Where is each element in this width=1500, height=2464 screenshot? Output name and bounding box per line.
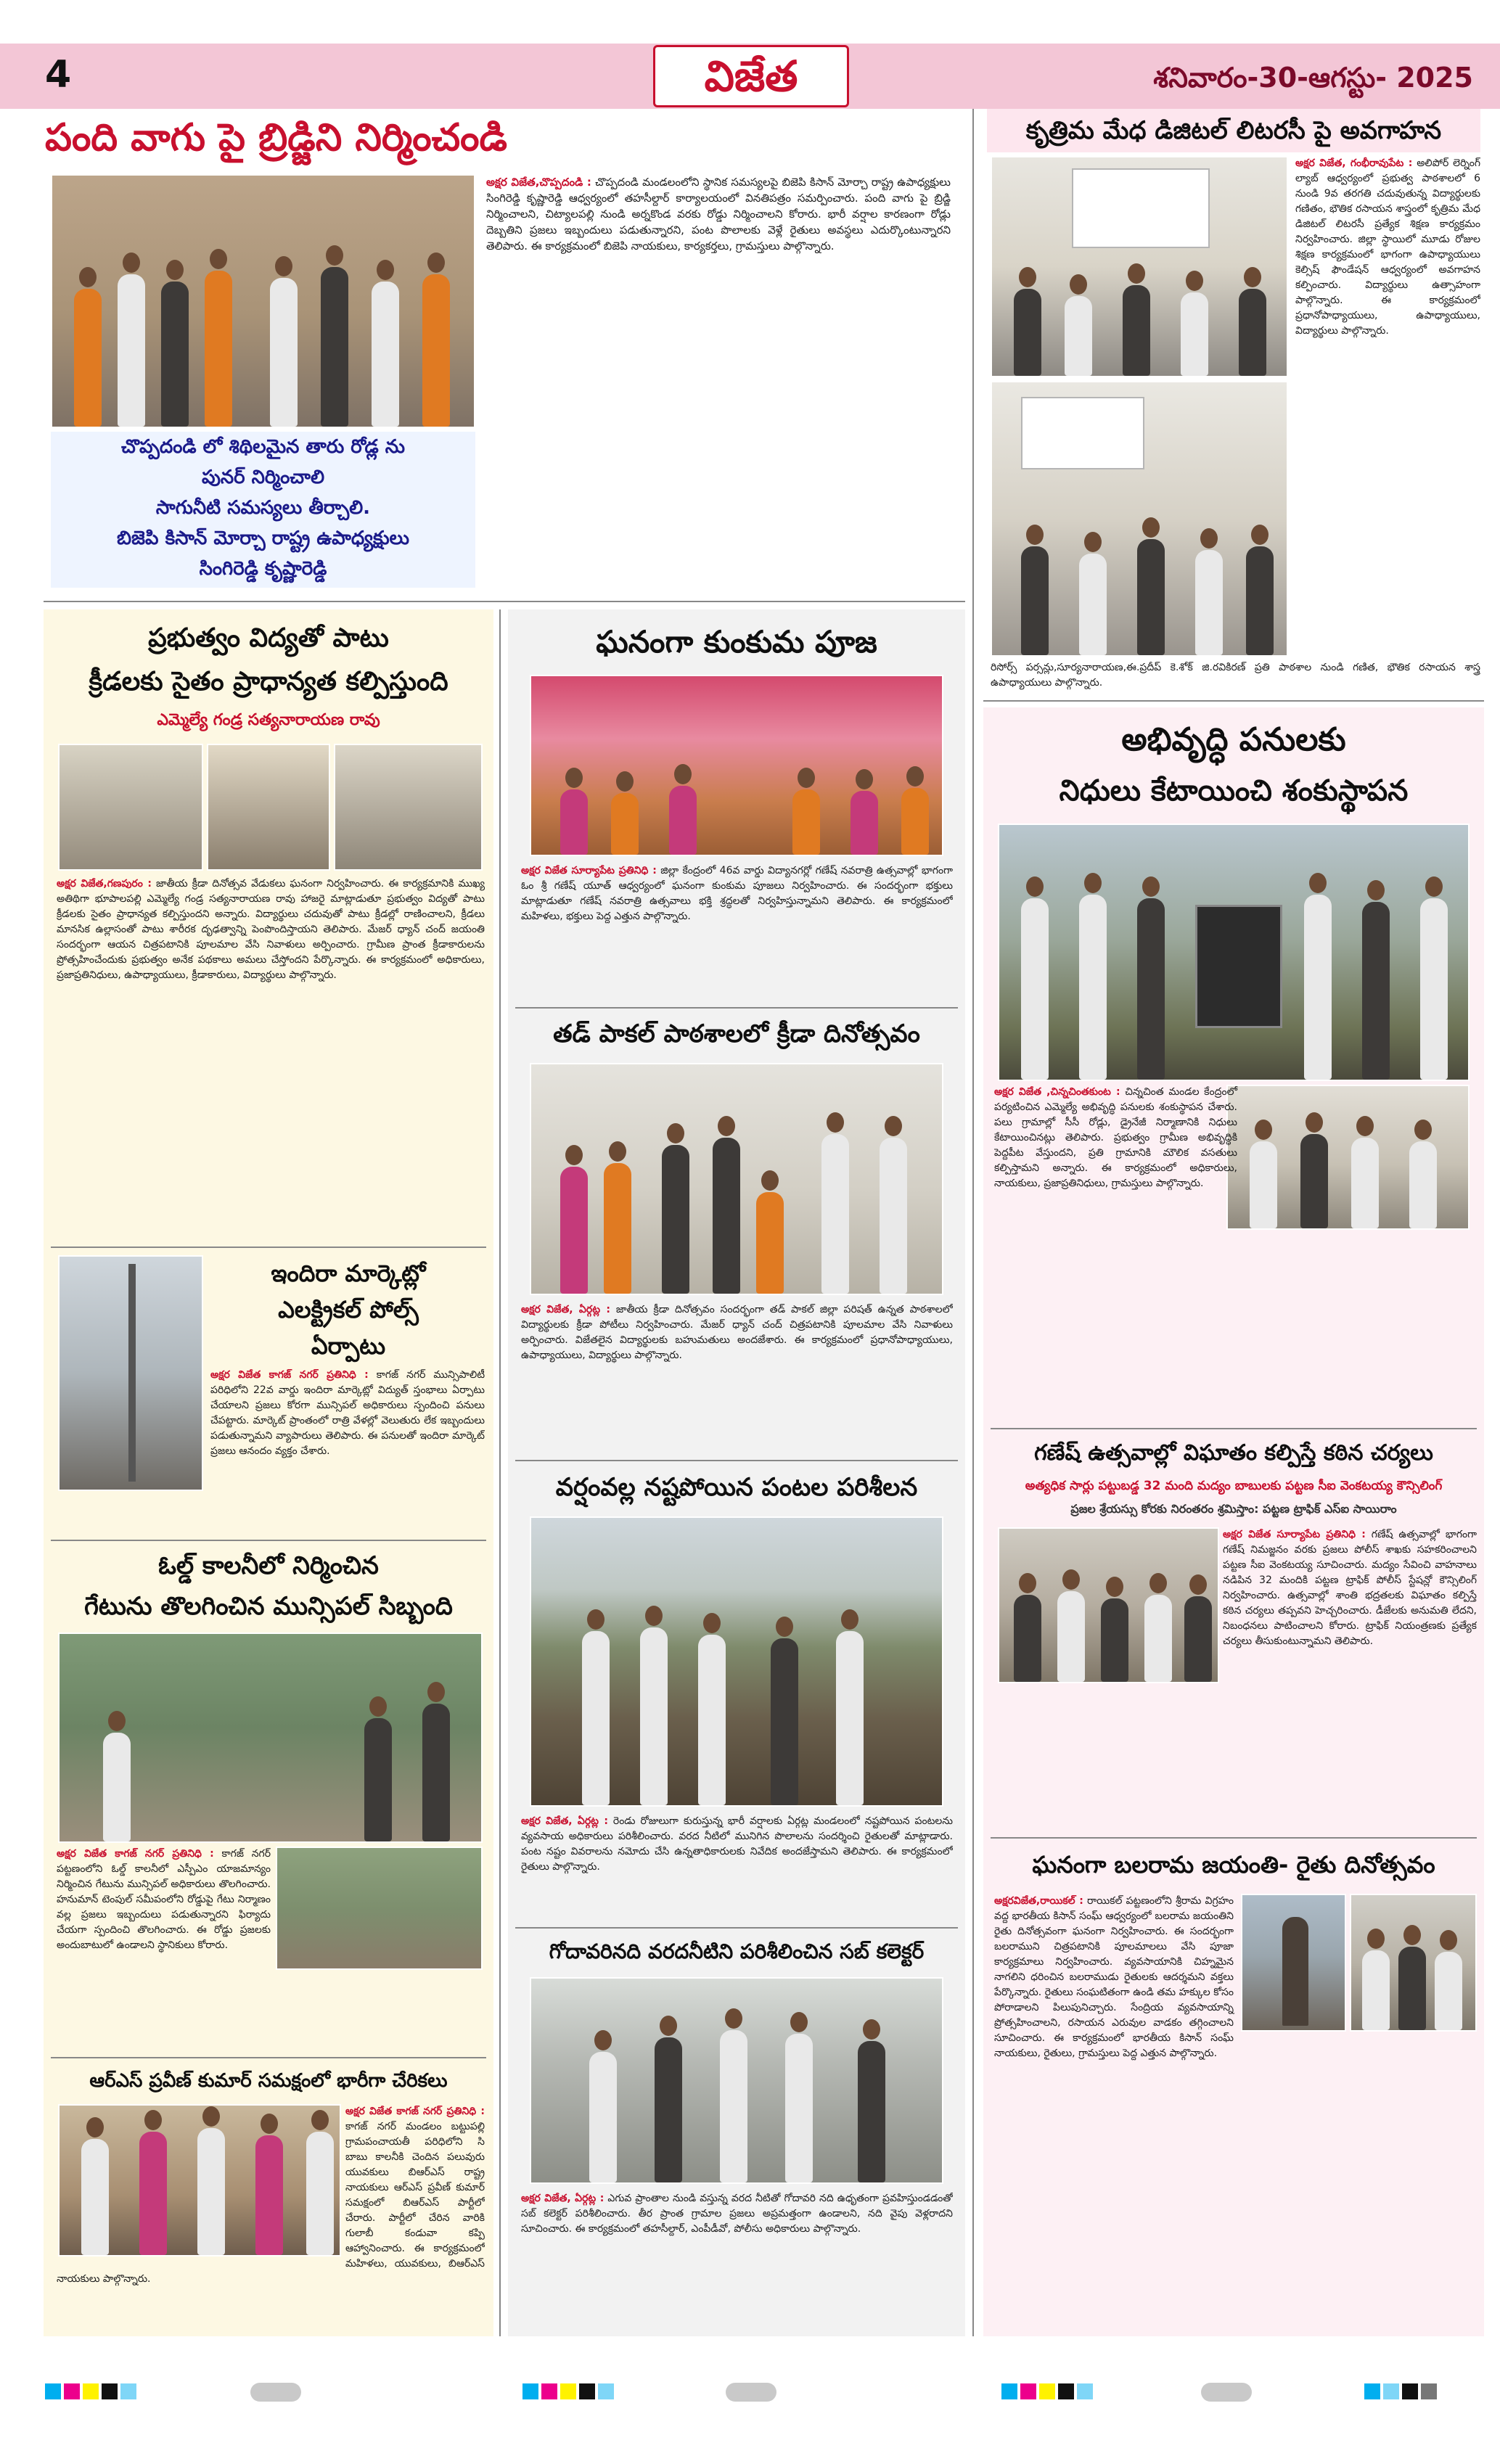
section-divider [44, 601, 965, 602]
story5-body-text: కాగజ్ నగర్ పట్టణంలోని ఓల్డ్ కాలనీలో ఎస్పీఎం యాజమాన్యం నిర్మించిన గేటును మున్సిపల్ అధికారులు తొలగించారు. హనుమాన్ టెంపుల్ సమీపంలోని రోడ్డుపై గేటు నిర్మాణం వల్ల ప్రజలు ఇబ్బందులు పడుతున్నారని ఫిర్యాదు చేయగా స్పందించి తొలగించారు. ఈ రోడ్డు ప్రజలకు అందుబాటులో ఉండాలని స్థానికులు కోరారు. [57, 1848, 271, 1951]
story6-dateline: అక్షర విజేత కాగజ్ నగర్ ప్రతినిధి : [345, 2106, 485, 2117]
story3-subhead: ఎమ్మెల్యే గండ్ర సత్యనారాయణ రావు [157, 711, 380, 729]
story1-person [118, 274, 145, 427]
story2-footer: రిసోర్స్ పర్సన్లు,సూర్యనారాయణ,ఈ.ప్రదీప్ కె.శోక్ జి.రవికిరణ్ ప్రతి పాఠశాల నుండి గణిత, భౌతిక రసాయన శాస్త్ర ఉపాధ్యాయులు పాల్గొన్నారు. [991, 662, 1480, 689]
story10-person [655, 2037, 682, 2182]
story1-body [486, 174, 951, 580]
header-date: శనివారం-30-ఆగస్టు- 2025 [1153, 62, 1473, 94]
section-divider [51, 1247, 486, 1248]
story3-dateline: అక్షర విజేత,గణపురం : [57, 878, 152, 890]
story1-photo [51, 174, 475, 428]
audience-person [1123, 285, 1150, 376]
story12-subhead2: ప్రజల శ్రేయస్సు కోరకు నిరంతరం శ్రమిస్తాం: పట్టణ ట్రాఫిక్ ఎస్ఐ సాయిరాం [1070, 1502, 1397, 1516]
story7-devotee [560, 789, 588, 855]
black-swatch [1058, 2383, 1074, 2399]
story6-body [57, 2104, 485, 2329]
story12-body [994, 1527, 1477, 1832]
story1-person [205, 271, 232, 427]
story9-person [698, 1635, 726, 1805]
story5-person [364, 1718, 392, 1841]
story10-dateline: అక్షర విజేత, ఏర్గట్ల : [521, 2193, 604, 2204]
story11-body [994, 1085, 1477, 1422]
registration-bar-mid [522, 2383, 631, 2399]
story7-devotee [792, 789, 820, 855]
column-divider [499, 609, 501, 2336]
story5-headline-line1: ఓల్డ్ కాలనీలో నిర్మించిన [158, 1551, 379, 1580]
story5-photo-top [58, 1633, 483, 1843]
story7-body [521, 863, 953, 1001]
story8-person [821, 1134, 849, 1294]
story3-headline-line1: ప్రభుత్వం విద్యతో పాటు [148, 623, 389, 653]
story7-body-text: జిల్లా కేంద్రంలో 46వ వార్డు విద్యానగర్లో గణేష్ నవరాత్రి ఉత్సవాల్లో భాగంగా ఓం శ్రీ గణేష్ యూత్ ఆధ్వర్యంలో ఘనంగా కుంకుమ పూజలు నిర్వహించారు. ఈ సందర్భంగా భక్తులు మాట్లాడుతూ గణేష్ నవరాత్రి ఉత్సవాలు భక్తి శ్రద్ధలతో నిర్వహిస్తున్నామని తెలిపారు. ఈ కార్యక్రమంలో మహిళలు, భక్తులు పెద్ద ఎత్తున పాల్గొన్నారు. [521, 865, 953, 922]
section-divider [515, 1927, 958, 1929]
registration-oval [1201, 2383, 1252, 2402]
black-swatch [102, 2383, 118, 2399]
electric-pole [128, 1264, 136, 1482]
story10-person [720, 2030, 747, 2182]
story1-person [422, 274, 450, 427]
projector-screen [1072, 168, 1210, 248]
story3-photo-2 [207, 744, 330, 871]
story3-photo-1 [58, 744, 203, 871]
story9-dateline: అక్షర విజేత, ఏర్గట్ల : [521, 1815, 608, 1827]
story13-body-text: రాయికల్ పట్టణంలోని శ్రీరామ విగ్రహం వద్ద భారతీయ కిసాన్ సంఘ్ ఆధ్వర్యంలో బలరామ జయంతిని రైతు దినోత్సవంగా ఘనంగా నిర్వహించారు. ఈ సందర్భంగా బలరాముని చిత్రపటానికి పూలమాలలు వేసి పూజా కార్యక్రమాలు నిర్వహించారు. వ్యవసాయానికి చిహ్నమైన నాగలిని ధరించిన బలరాముడు రైతులకు ఆదర్శమని వక్తలు పేర్కొన్నారు. రైతులు సంఘటితంగా ఉండి తమ హక్కుల కోసం పోరాడాలని పిలుపునిచ్చారు. సేంద్రియ వ్యవసాయాన్ని ప్రోత్సహించాలని, రసాయన ఎరువుల వాడకం తగ్గించాలని సూచించారు. ఈ కార్యక్రమంలో భారతీయ కిసాన్ సంఘ్ నాయకులు, రైతులు, గ్రామస్తులు పెద్ద ఎత్తున పాల్గొన్నారు. [994, 1895, 1234, 2059]
yellow-swatch [83, 2383, 99, 2399]
story9-headline: వర్షంవల్ల నష్టపోయిన పంటల పరిశీలన [555, 1473, 918, 1502]
section-divider [51, 1540, 486, 1541]
story8-person [713, 1138, 740, 1294]
story10-person [858, 2041, 885, 2182]
story12-subhead: అత్యధిక సార్లు పట్టుబడ్డ 32 మంది మద్యం బాబులకు పట్టణ సీఐ వెంకటయ్య కౌన్సిలింగ్ [1025, 1479, 1443, 1493]
section-divider [991, 1837, 1477, 1839]
story7-photo [530, 675, 943, 856]
story10-headline: గోదావరినది వరదనీటిని పరిశీలించిన సబ్ కలెక్టర్ [549, 1939, 925, 1963]
story8-person [604, 1163, 631, 1294]
story9-person [771, 1638, 798, 1805]
story2-photo-top [991, 156, 1288, 377]
story1-caption-line: పునర్ నిర్మించాలి [201, 467, 325, 488]
story9-photo [530, 1516, 943, 1807]
story11-person [1304, 895, 1332, 1080]
registration-bar-left [45, 2383, 154, 2399]
story2-photo-bottom [991, 381, 1288, 657]
story1-body-text: చొప్పదండి మండలంలోని స్థానిక సమస్యలపై బిజెపి కిసాన్ మోర్చా రాష్ట్ర ఉపాధ్యక్షులు సింగిరెడ్డి కృష్ణారెడ్డి ఆధ్వర్యంలో తహసీల్దార్ కార్యాలయంలో వినతిపత్రం సమర్పించారు. పంది వాగు పై బ్రిడ్జి నిర్మించాలని, చిట్యాలపల్లి నుండి అర్నకొండ వరకు రోడ్డు నిర్మించాలని కోరారు. భారీ వర్షాల కారణంగా రోడ్లు దెబ్బతిని ప్రజలు ఇబ్బందులు పడుతున్నారని, పంట పొలాలకు వెళ్లే రైతులు అవస్థలు ఎదుర్కొంటున్నారని తెలిపారు. ఈ కార్యక్రమంలో బిజెపి నాయకులు, కార్యకర్తలు, గ్రామస్తులు పాల్గొన్నారు. [486, 176, 951, 252]
section-divider [51, 2057, 486, 2058]
story13-photo-spacer [1234, 1894, 1477, 2036]
story13-dateline: అక్షరవిజేత,రాయికల్ : [994, 1895, 1083, 1907]
story2-dateline: అక్షర విజేత, గంభీరావుపేట : [1295, 157, 1413, 169]
story11-person [1420, 898, 1448, 1080]
story5-person [103, 1733, 131, 1841]
audience-person [1021, 546, 1049, 655]
section-divider [515, 1460, 958, 1461]
story11-headline-line2: నిధులు కేటాయించి శంకుస్థాపన [1059, 774, 1409, 808]
cyan-swatch [1364, 2383, 1380, 2399]
story3-body-text: జాతీయ క్రీడా దినోత్సవ వేడుకలు ఘనంగా నిర్వహించారు. ఈ కార్యక్రమానికి ముఖ్య అతిథిగా భూపాలపల్లి ఎమ్మెల్యే గండ్ర సత్యనారాయణ రావు హాజరై మాట్లాడుతూ ప్రభుత్వం విద్యతో పాటు క్రీడలకు సైతం ప్రాధాన్యత కల్పిస్తుందని అన్నారు. విద్యార్థులు చదువుతో పాటు క్రీడల్లో రాణించాలని, క్రీడలు మానసిక ఉల్లాసంతో పాటు శారీరక దృఢత్వాన్ని పెంపొందిస్తాయని తెలిపారు. మేజర్ ధ్యాన్ చంద్ జయంతి సందర్భంగా ఆయన చిత్రపటానికి పూలమాల వేసి నివాళులు అర్పించారు. గ్రామీణ ప్రాంత క్రీడాకారులను ప్రోత్సహించేందుకు ప్రభుత్వం అనేక పథకాలు అమలు చేస్తోందని పేర్కొన్నారు. ఈ కార్యక్రమంలో అధికారులు, ప్రజాప్రతినిధులు, ఉపాధ్యాయులు, క్రీడాకారులు, విద్యార్థులు పాల్గొన్నారు. [57, 878, 485, 981]
audience-person [1239, 289, 1266, 376]
black-swatch [579, 2383, 595, 2399]
story7-devotee [611, 793, 639, 855]
story3-photo-3 [334, 744, 483, 871]
story1-caption-line: సింగిరెడ్డి కృష్ణారెడ్డి [199, 558, 327, 580]
story5-headline-line2: గేటును తొలగించిన మున్సిపల్ సిబ్బంది [84, 1592, 453, 1621]
audience-person [1065, 296, 1092, 376]
story4-headline-line1: ఇందిరా మార్కెట్లో [271, 1260, 426, 1287]
black-swatch [1402, 2383, 1418, 2399]
story6-photo-spacer [57, 2104, 345, 2259]
story1-person [161, 282, 189, 427]
page-number: 4 [45, 53, 72, 96]
cyan-swatch [1001, 2383, 1017, 2399]
story12-body-text: గణేష్ ఉత్సవాల్లో భాగంగా గణేష్ నిమజ్జనం వరకు ప్రజలు పోలీస్ శాఖకు సహకరించాలని పట్టణ సీఐ వెంకటయ్య సూచించారు. మద్యం సేవించి వాహనాలు నడిపిన 32 మందికి పట్టణ ట్రాఫిక్ పోలీస్ స్టేషన్లో కౌన్సిలింగ్ నిర్వహించారు. ఉత్సవాల్లో శాంతి భద్రతలకు విఘాతం కల్పిస్తే కఠిన చర్యలు తప్పవని హెచ్చరించారు. డీజేలకు అనుమతి లేదని, నిబంధనలు పాటించాలని కోరారు. ట్రాఫిక్ నియంత్రణకు ప్రత్యేక చర్యలు తీసుకుంటున్నామని తెలిపారు. [1223, 1529, 1477, 1647]
column-divider [972, 109, 974, 2336]
story1-person [372, 282, 399, 427]
section-divider [983, 700, 1484, 702]
story4-body [210, 1368, 485, 1535]
story4-photo [58, 1255, 203, 1491]
story7-devotee [901, 788, 929, 855]
audience-person [1137, 539, 1165, 655]
story10-body-text: ఎగువ ప్రాంతాల నుండి వస్తున్న వరద నీటితో గోదావరి నది ఉధృతంగా ప్రవహిస్తుండడంతో సబ్ కలెక్టర్ పరిశీలించారు. తీర ప్రాంత గ్రామాల ప్రజలు అప్రమత్తంగా ఉండాలని, నది వైపు వెళ్లరాదని సూచించారు. ఈ కార్యక్రమంలో తహసీల్దార్, ఎంపీడీవో, పోలీసు అధికారులు పాల్గొన్నారు. [521, 2193, 953, 2235]
story8-body-text: జాతీయ క్రీడా దినోత్సవం సందర్భంగా తడ్ పాకల్ జిల్లా పరిషత్ ఉన్నత పాఠశాలలో విద్యార్థులకు క్రీడా పోటీలు నిర్వహించారు. మేజర్ ధ్యాన్ చంద్ చిత్రపటానికి పూలమాల వేసి నివాళులు అర్పించారు. విజేతలైన విద్యార్థులకు బహుమతులు అందజేశారు. ఈ కార్యక్రమంలో ప్రధానోపాధ్యాయులు, ఉపాధ్యాయులు, విద్యార్థులు పాల్గొన్నారు. [521, 1304, 953, 1361]
registration-bar-right [1001, 2383, 1110, 2399]
story1-headline: పంది వాగు పై బ్రిడ్జిని నిర్మించండి [45, 116, 507, 160]
story3-headline-line2: క్రీడలకు సైతం ప్రాధాన్యత కల్పిస్తుంది [89, 667, 448, 697]
story1-caption-line: సాగునీటి సమస్యలు తీర్చాలి. [155, 497, 371, 519]
story12-dateline: అక్షర విజేత సూర్యాపేట ప్రతినిధి : [1223, 1529, 1366, 1540]
story5-person [422, 1704, 450, 1841]
story5-dateline: అక్షర విజేత కాగజ్ నగర్ ప్రతినిధి : [57, 1848, 214, 1860]
story2-body-text: అలిపోర్ లెర్నింగ్ ల్యాబ్ ఆధ్వర్యంలో ప్రభుత్వ పాఠశాలలో 6 నుండి 9వ తరగతి చదువుతున్న విద్యార్థులకు గణితం, భౌతిక రసాయన శాస్త్రంలో కృత్రిమ మేధ డిజిటల్ లిటరసీ ప్రత్యేక శిక్షణ కార్యక్రమం నిర్వహించారు. జిల్లా స్థాయిలో మూడు రోజుల శిక్షణ కార్యక్రమంలో భాగంగా ఉపాధ్యాయులు కెల్సిష్ ఫౌండేషన్ ఆధ్వర్యంలో అవగాహన కల్పించారు. విద్యార్థులు ఉత్సాహంగా పాల్గొన్నారు. ఈ కార్యక్రమంలో ప్రధానోపాధ్యాయులు, ఉపాధ్యాయులు, విద్యార్థులు పాల్గొన్నారు. [1295, 157, 1480, 337]
story1-person [74, 289, 102, 427]
story11-photo-top [998, 824, 1470, 1081]
story2-body [1295, 156, 1480, 657]
story11-body-text: చిన్నచింత మండల కేంద్రంలో పర్యటించిన ఎమ్మెల్యే అభివృద్ధి పనులకు శంకుస్థాపన చేశారు. పలు గ్రామాల్లో సీసీ రోడ్లు, డ్రైనేజీ నిర్మాణానికి నిధులు కేటాయించినట్లు తెలిపారు. ప్రభుత్వం గ్రామీణ అభివృద్ధికి పెద్దపీట వేస్తుందని, ప్రతి గ్రామానికి మౌలిక వసతులు కల్పిస్తామని అన్నారు. ఈ కార్యక్రమంలో అధికారులు, నాయకులు, ప్రజాప్రతినిధులు, గ్రామస్తులు పాల్గొన్నారు. [994, 1086, 1237, 1189]
story9-person [640, 1627, 668, 1805]
yellow-swatch [560, 2383, 576, 2399]
story10-person [785, 2034, 813, 2182]
story4-dateline: అక్షర విజేత కాగజ్ నగర్ ప్రతినిధి : [210, 1369, 369, 1381]
section-divider [515, 1007, 958, 1009]
audience-person [1014, 289, 1041, 376]
magenta-swatch [1020, 2383, 1036, 2399]
story7-devotee [669, 786, 697, 855]
yellow-swatch [1039, 2383, 1055, 2399]
story9-person [836, 1631, 864, 1805]
story11-photo-spacer [1237, 1085, 1477, 1233]
story13-headline: ఘనంగా బలరామ జయంతి- రైతు దినోత్సవం [1032, 1851, 1435, 1878]
audience-person [1079, 554, 1107, 655]
story13-body [994, 1894, 1477, 2329]
registration-oval [250, 2383, 301, 2402]
projector-screen [1021, 397, 1144, 469]
story11-dateline: అక్షర విజేత ,చిన్నచింతకుంట : [994, 1086, 1120, 1098]
cyan-swatch [120, 2383, 136, 2399]
story8-person [560, 1167, 588, 1294]
story1-person [321, 267, 348, 427]
magenta-swatch [541, 2383, 557, 2399]
story7-dateline: అక్షర విజేత సూర్యాపేట ప్రతినిధి : [521, 865, 657, 876]
cyan-swatch [522, 2383, 538, 2399]
story11-person [1079, 895, 1107, 1080]
magenta-swatch [64, 2383, 80, 2399]
story8-dateline: అక్షర విజేత, ఏర్గట్ల : [521, 1304, 610, 1315]
story5-body [57, 1847, 271, 2053]
story10-photo [530, 1977, 943, 2184]
story1-person [270, 278, 298, 427]
foundation-stone [1195, 905, 1282, 1028]
story3-body [57, 876, 485, 1247]
story9-person [582, 1631, 610, 1805]
story10-person [589, 2052, 617, 2182]
story8-person [662, 1145, 689, 1294]
cyan-swatch [1383, 2383, 1399, 2399]
story5-photo-bottom [276, 1847, 483, 1970]
story11-person [1021, 898, 1049, 1080]
audience-person [1246, 546, 1274, 655]
story11-person [1362, 902, 1390, 1080]
story4-body-text: కాగజ్ నగర్ మున్సిపాలిటీ పరిధిలోని 22వ వార్డు ఇందిరా మార్కెట్లో విద్యుత్ స్తంభాలు ఏర్పాటు చేయాలని ప్రజలు కోరగా మున్సిపల్ అధికారులు స్పందించి పనులు చేపట్టారు. మార్కెట్ ప్రాంతంలో రాత్రి వేళల్లో వెలుతురు లేక ఇబ్బందులు పడుతున్నామని వ్యాపారులు తెలిపారు. ఈ పనులతో ఇందిరా మార్కెట్ ప్రజలు ఆనందం వ్యక్తం చేశారు. [210, 1369, 485, 1457]
cyan-swatch [598, 2383, 614, 2399]
story8-body [521, 1302, 953, 1455]
story8-photo [530, 1063, 943, 1295]
story8-person [756, 1192, 784, 1294]
registration-oval [726, 2383, 776, 2402]
story1-caption-line: చొప్పదండి లో శిథిలమైన తారు రోడ్ల ను [120, 436, 405, 458]
grey-swatch [1421, 2383, 1437, 2399]
cyan-swatch [1077, 2383, 1093, 2399]
story12-photo-spacer [994, 1527, 1223, 1687]
story7-headline: ఘనంగా కుంకుమ పూజ [596, 624, 877, 660]
story1-dateline: అక్షర విజేత,చొప్పదండి : [486, 176, 591, 189]
story11-person [1137, 898, 1165, 1080]
story8-person [880, 1138, 907, 1294]
section-divider [991, 1428, 1477, 1429]
story7-devotee [851, 791, 878, 855]
story1-caption-line: బిజెపి కిసాన్ మోర్చా రాష్ట్ర ఉపాధ్యక్షులు [117, 527, 409, 549]
story6-headline: ఆర్ఎస్ ప్రవీణ్ కుమార్ సమక్షంలో భారీగా చేరికలు [89, 2070, 448, 2092]
story4-headline-line2: ఎలక్ట్రికల్ పోల్స్ [278, 1296, 419, 1323]
story8-headline: తడ్ పాకల్ పాఠశాలలో క్రీడా దినోత్సవం [553, 1019, 920, 1048]
masthead-logo [653, 45, 849, 107]
story4-headline-line3: ఏర్పాటు [311, 1332, 386, 1360]
masthead-title: విజేత [704, 52, 798, 101]
registration-bar-far-right [1364, 2383, 1473, 2399]
story6-body-text: కాగజ్ నగర్ మండలం బట్టుపల్లి గ్రామపంచాయతీ పరిధిలోని సి బాబు కాలనీకి చెందిన పలువురు యువకులు బిఆర్ఎస్ రాష్ట్ర నాయకులు ఆర్ఎస్ ప్రవీణ్ కుమార్ సమక్షంలో బిఆర్ఎస్ పార్టీలో చేరారు. పార్టీలో చేరిన వారికి గులాబీ కండువా కప్పి ఆహ్వానించారు. ఈ కార్యక్రమంలో మహిళలు, యువకులు, బిఆర్ఎస్ నాయకులు పాల్గొన్నారు. [57, 2121, 485, 2285]
story10-body [521, 2191, 953, 2329]
story12-headline: గణేష్ ఉత్సవాల్లో విఘాతం కల్పిస్తే కఠిన చర్యలు [1034, 1440, 1433, 1466]
cyan-swatch [45, 2383, 61, 2399]
story9-body-text: రెండు రోజులుగా కురుస్తున్న భారీ వర్షాలకు ఏర్గట్ల మండలంలో నష్టపోయిన పంటలను వ్యవసాయ అధికారులు పరిశీలించారు. వరద నీటిలో మునిగిన పొలాలను సందర్శించి రైతులతో మాట్లాడారు. పంట నష్టం వివరాలను నమోదు చేసి ఉన్నతాధికారులకు నివేదిక అందజేస్తామని తెలిపారు. ఈ కార్యక్రమంలో రైతులు పాల్గొన్నారు. [521, 1815, 953, 1873]
audience-person [1181, 292, 1208, 376]
story11-headline-line1: అభివృద్ధి పనులకు [1121, 721, 1346, 758]
story2-headline: కృత్రిమ మేధ డిజిటల్ లిటరసీ పై అవగాహన [987, 109, 1480, 152]
story1-caption [51, 432, 475, 588]
audience-person [1195, 550, 1223, 655]
story9-body [521, 1814, 953, 1923]
